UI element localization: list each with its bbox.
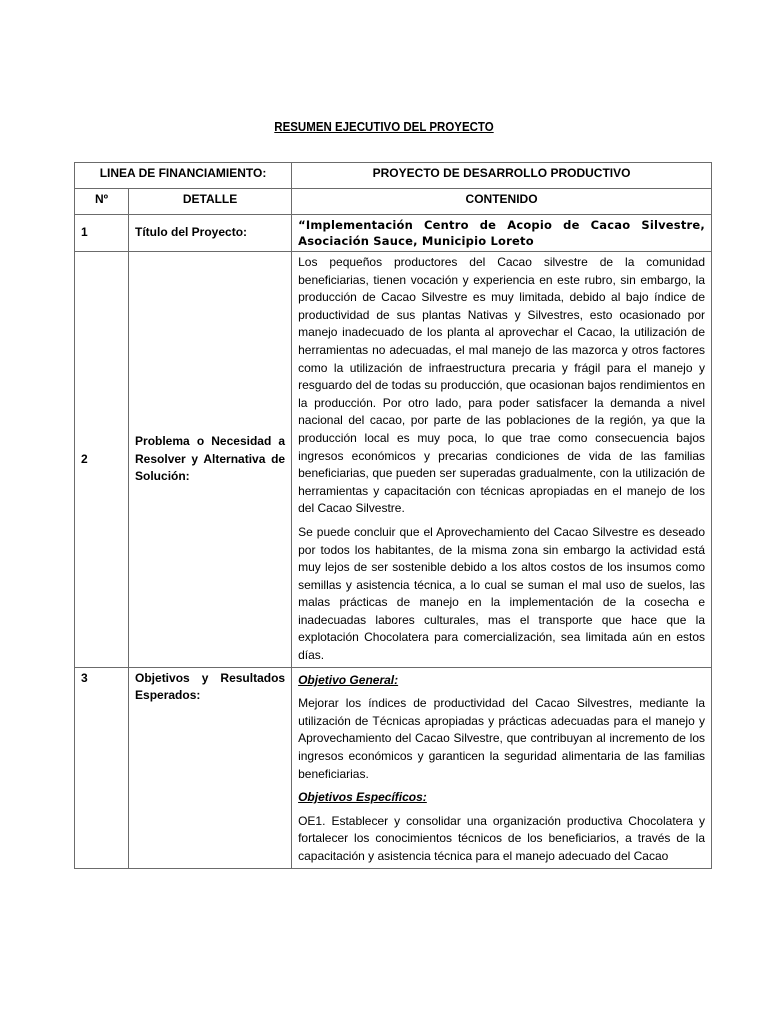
column-header-row <box>75 189 712 215</box>
document-title: RESUMEN EJECUTIVO DEL PROYECTO <box>274 120 494 134</box>
specific-objective-text: OE1. Establecer y consolidar una organización productiva Chocolatera y fortalecer los conocimientos técnicos de los beneficiarios, a través de la capacitación y asistencia técnica para el manejo adecuado del Cacao <box>298 813 705 863</box>
row-content <box>292 667 712 868</box>
financing-line-row <box>75 163 712 189</box>
row-detail: Título del Proyecto: <box>129 215 292 252</box>
specific-objectives-heading: Objetivos Específicos: <box>298 790 427 805</box>
column-header-content: CONTENIDO <box>292 189 712 215</box>
row-detail: Problema o Necesidad a Resolver y Alternativa de Solución: <box>129 252 292 668</box>
table-row <box>75 215 712 252</box>
table-row <box>75 667 712 868</box>
problem-paragraph: Los pequeños productores del Cacao silvestre de la comunidad beneficiarias, tienen vocación y experiencia en este rubro, sin embargo, la producción de Cacao Silvestre es muy limitada, debido al bajo índice de productividad de sus plantas Nativas y Silvestres, esto ocasionado por manejo inadecuado de los planta al aprovechar el Cacao, la utilización de herramientas no adecuadas, el mal manejo de las mazorca y otros factores como la utilización de infraestructura precaria y frágil para el manejo y resguardo del de todas su producción, que ocasionan bajos rendimientos en la producción. Por otro lado, para poder satisfacer la demanda a nivel nacional del cacao, por parte de las poblaciones de la región, ya que la producción local es muy poca, lo que trae como consecuencia bajos ingresos económicos y precarias condiciones de vida de las familias beneficiarias, que pueden ser superadas gradualmente, con la utilización de herramientas y capacitación con técnicas apropiadas en el manejo de los del Cacao Silvestre. <box>298 255 705 516</box>
table-row <box>75 252 712 668</box>
row-content <box>292 252 712 668</box>
column-header-number: Nº <box>75 189 129 215</box>
column-header-detail: DETALLE <box>129 189 292 215</box>
general-objective-heading: Objetivo General: <box>298 672 399 687</box>
general-objective-text: Mejorar los índices de productividad del Cacao Silvestres, mediante la utilización de Técnicas apropiadas y prácticas adecuadas para el manejo y Aprovechamiento del Cacao Silvestre, que contribuyan al incremento de los ingresos económicos y garanticen la seguridad alimentaria de las familias beneficiarias. <box>298 696 705 781</box>
row-number: 1 <box>75 215 129 252</box>
row-detail: Objetivos y Resultados Esperados: <box>129 667 292 868</box>
financing-line-label: LINEA DE FINANCIAMIENTO: <box>75 163 292 189</box>
conclusion-paragraph: Se puede concluir que el Aprovechamiento del Cacao Silvestre es deseado por todos los habitantes, de la misma zona sin embargo la actividad está muy lejos de ser sostenible debido a los altos costos de los insumos como semillas y asistencia técnica, a lo cual se suman el mal uso de suelos, las malas prácticas de manejo en la implementación de la cosecha e inadecuadas labores culturales, mas el transporte que hace que la explotación Chocolatera para comercialización, sea limitada aún en estos días. <box>298 524 705 663</box>
executive-summary-table <box>74 162 712 869</box>
financing-line-value: PROYECTO DE DESARROLLO PRODUCTIVO <box>292 163 712 189</box>
row-number: 3 <box>75 667 129 868</box>
row-content <box>292 215 712 252</box>
project-title-text: “Implementación Centro de Acopio de Cacao Silvestre, Asociación Sauce, Municipio Loreto <box>298 218 705 248</box>
row-number: 2 <box>75 252 129 668</box>
